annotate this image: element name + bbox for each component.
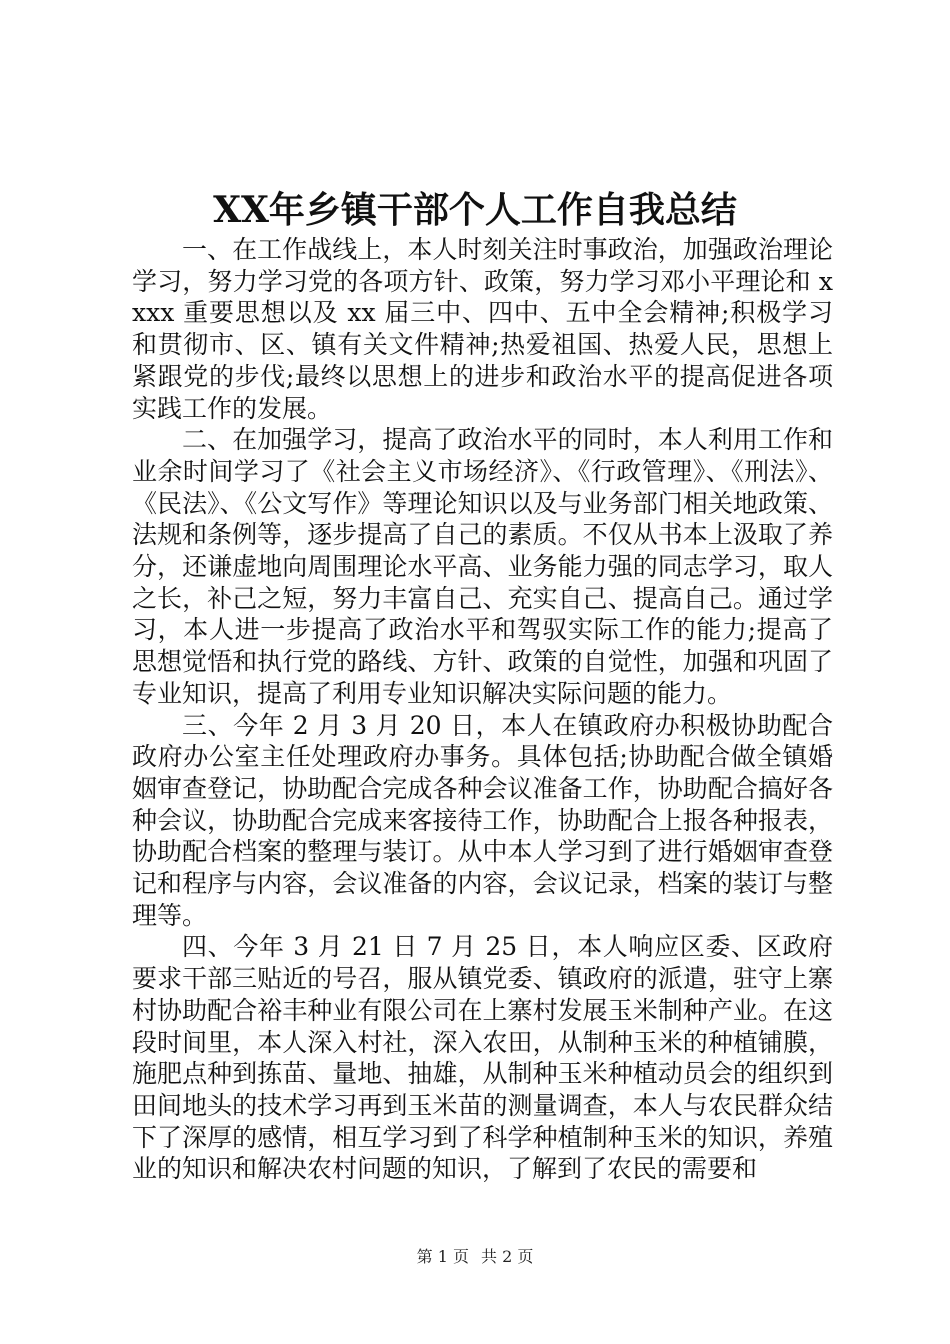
paragraph-4: 四、今年 3 月 21 日 7 月 25 日，本人响应区委、区政府要求干部三贴近的号召，服从镇党委、镇政府的派遣，驻守上寨村协助配合裕丰种业有限公司在上寨村发展玉米制种产业。在这段时间里，本人深入村社，深入农田，从制种玉米的种植铺膜，施肥点种到拣苗、量地、抽雄，从制种玉米种植动员会的组织到田间地头的技术学习再到玉米苗的测量调查，本人与农民群众结下了深厚的感情，相互学习到了科学种植制种玉米的知识，养殖业的知识和解决农村问题的知识，了解到了农民的需要和 — [132, 932, 833, 1184]
page-footer — [0, 1246, 950, 1268]
document-title: XX年乡镇干部个人工作自我总结 — [213, 189, 737, 231]
document-body — [132, 234, 833, 1185]
page-total: 共 2 页 — [481, 1247, 534, 1266]
paragraph-2: 二、在加强学习，提高了政治水平的同时，本人利用工作和业余时间学习了《社会主义市场经济》、《行政管理》、《刑法》、《民法》、《公文写作》等理论知识以及与业务部门相关地政策、法规和条例等，逐步提高了自己的素质。不仅从书本上汲取了养分，还谦虚地向周围理论水平高、业务能力强的同志学习，取人之长，补己之短，努力丰富自己、充实自己、提高自己。通过学习，本人进一步提高了政治水平和驾驭实际工作的能力;提高了思想觉悟和执行党的路线、方针、政策的自觉性，加强和巩固了专业知识，提高了利用专业知识解决实际问题的能力。 — [132, 425, 833, 708]
page-number: 第 1 页 — [416, 1247, 469, 1266]
paragraph-1: 一、在工作战线上，本人时刻关注时事政治，加强政治理论学习，努力学习党的各项方针、政策，努力学习邓小平理论和 xxxx 重要思想以及 xx 届三中、四中、五中全会精神;积极学习和贯彻市、区、镇有关文件精神;热爱祖国、热爱人民，思想上紧跟党的步伐;最终以思想上的进步和政治水平的提高促进各项实践工作的发展。 — [132, 235, 833, 423]
paragraph-3: 三、今年 2 月 3 月 20 日，本人在镇政府办积极协助配合政府办公室主任处理政府办事务。具体包括;协助配合做全镇婚姻审查登记，协助配合完成各种会议准备工作，协助配合搞好各种会议，协助配合完成来客接待工作，协助配合上报各种报表，协助配合档案的整理与装订。从中本人学习到了进行婚姻审查登记和程序与内容，会议准备的内容，会议记录，档案的装订与整理等。 — [132, 710, 833, 930]
